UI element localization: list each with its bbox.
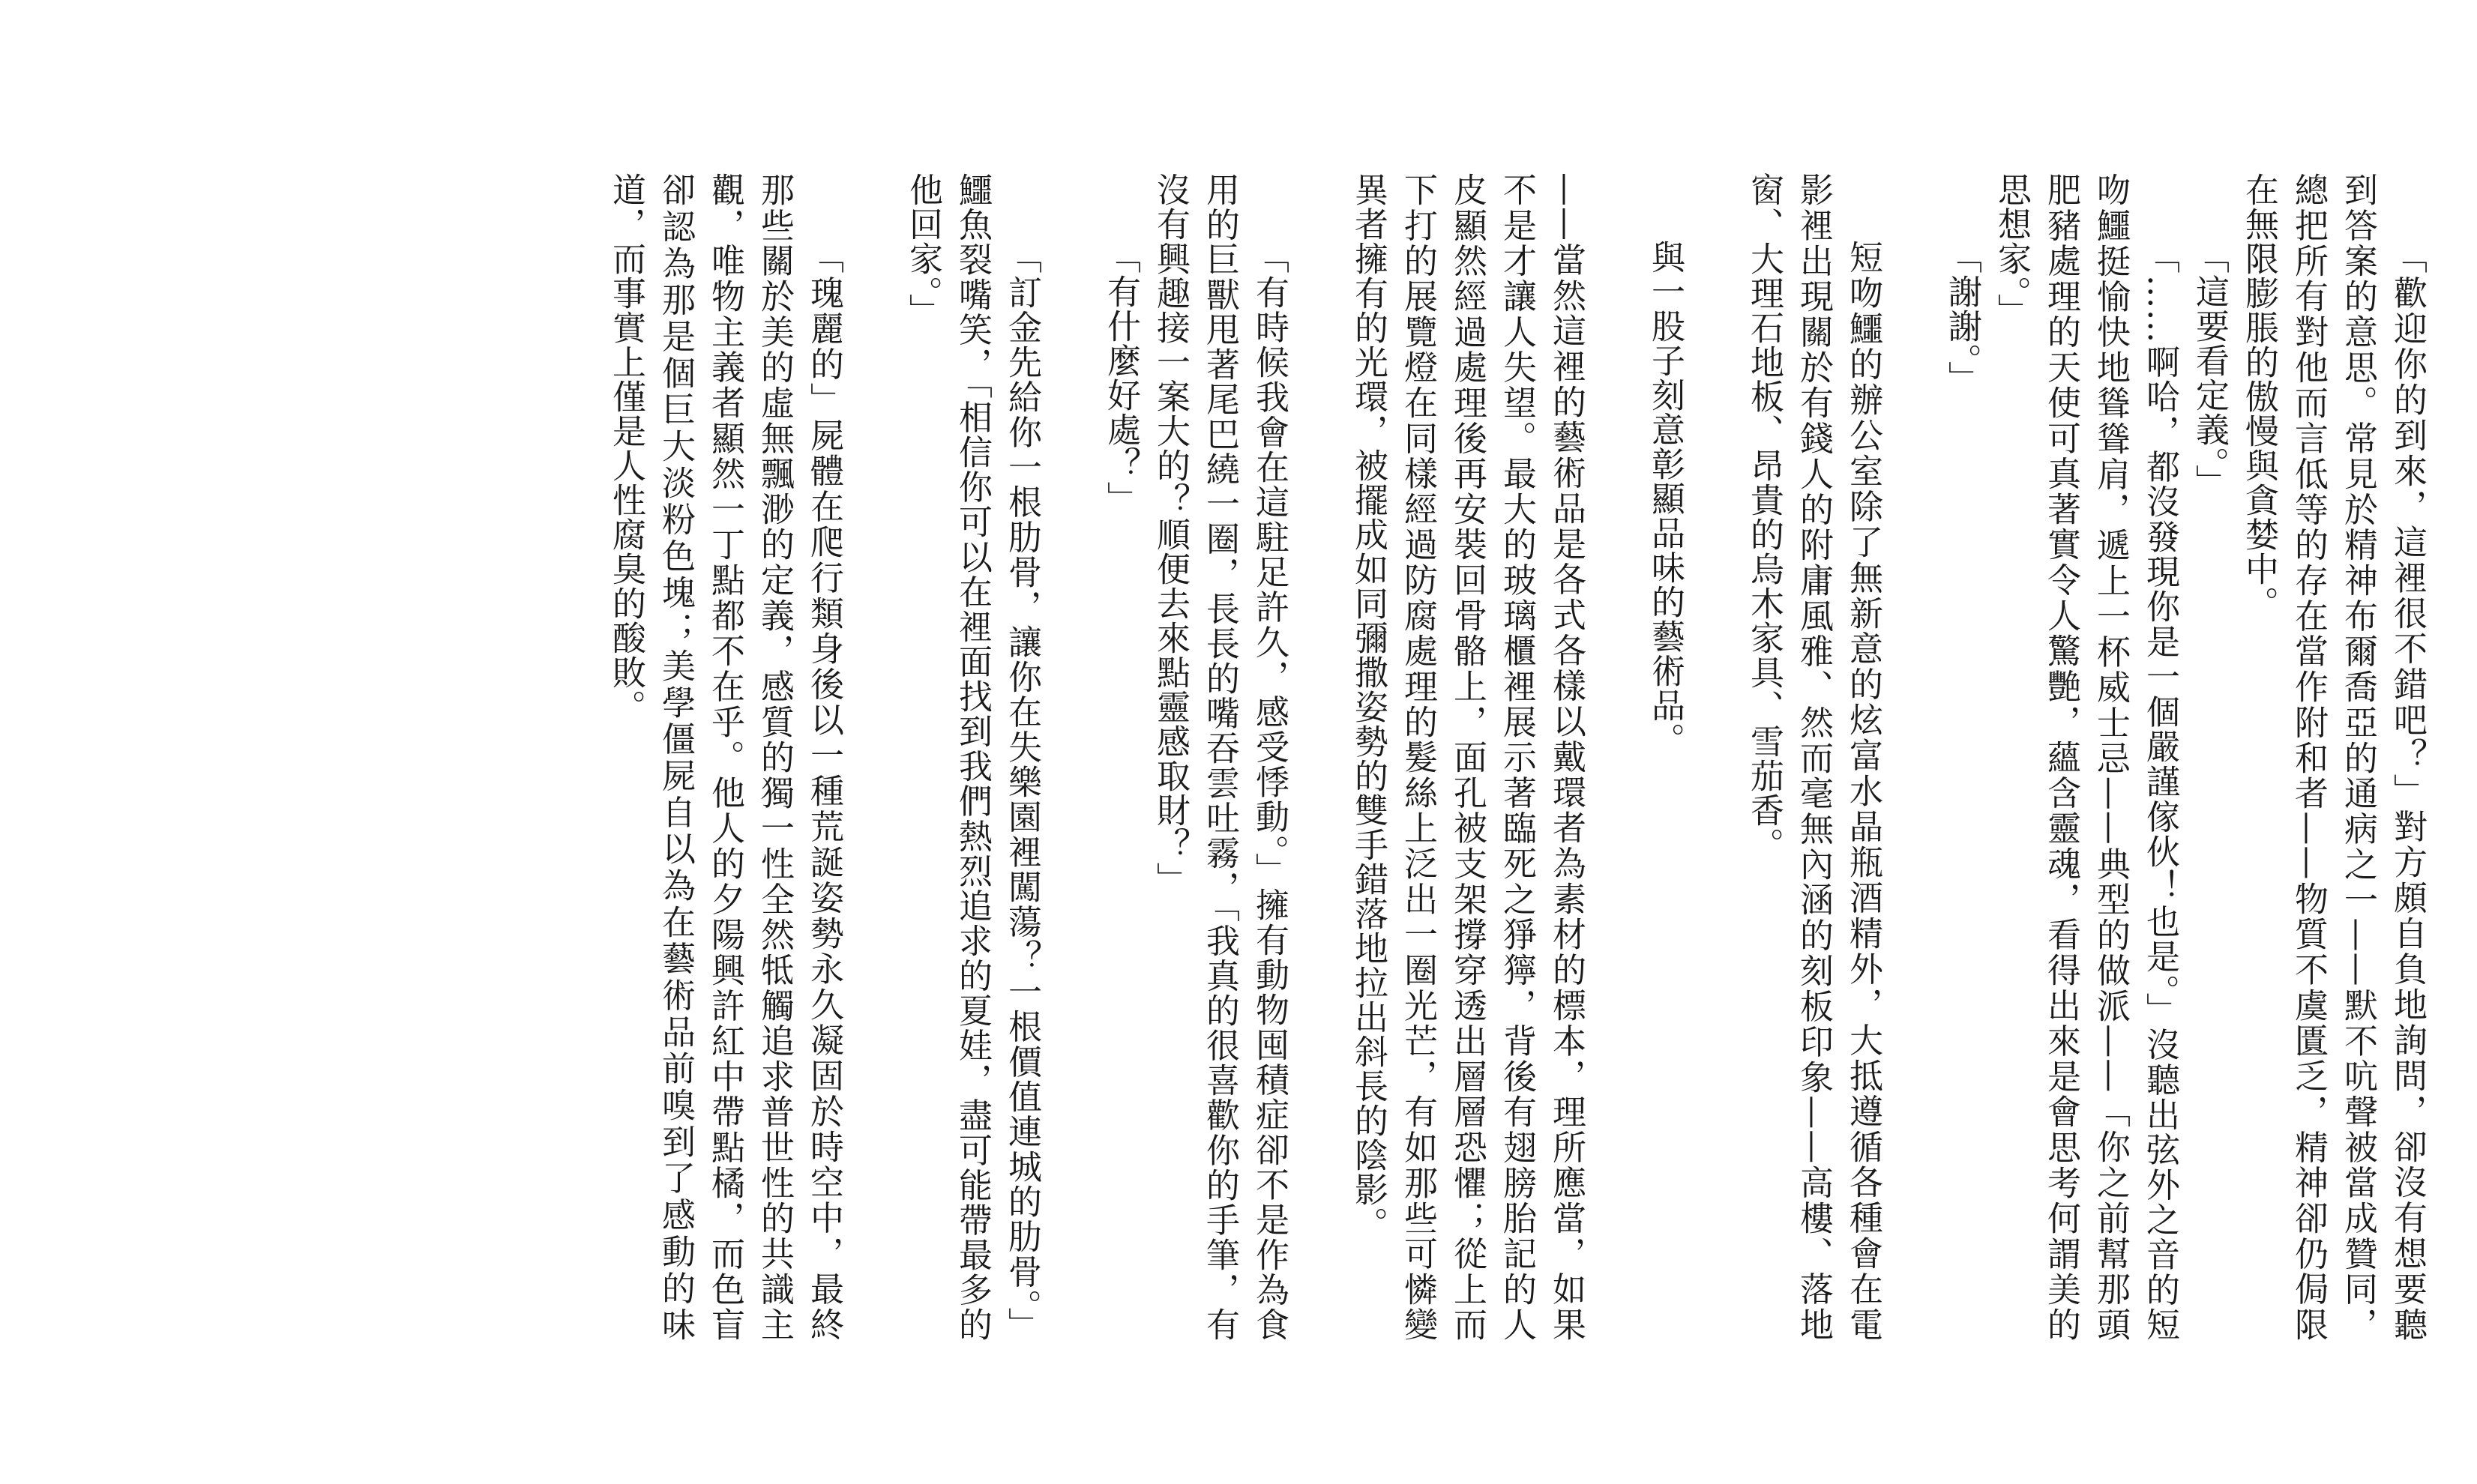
paragraph-7: ——當然這裡的藝術品是各式各樣以戴環者為素材的標本，理所應當，如果不是才讓人失望。最大的玻璃櫃裡展示著臨死之猙獰，背後有翅膀胎記的人皮顯然經過處理後再安裝回骨骼上，面孔被支架撐穿透出層層恐懼；從上而下打的展覽燈在同樣經過防腐處理的髮絲上泛出一圈光芒，有如那些可憐變異者擁有的光環，被擺成如同彌撒姿勢的雙手錯落地拉出斜長的陰影。 <box>1349 172 1586 1342</box>
paragraph-gap <box>1591 172 1640 1342</box>
paragraph-gap <box>1047 172 1096 1342</box>
paragraph-gap <box>849 172 898 1342</box>
paragraph-6: 與一股子刻意彰顯品味的藝術品。 <box>1646 240 1685 757</box>
paragraph-gap <box>1888 172 1937 1342</box>
paragraph-gap <box>1294 172 1343 1342</box>
paragraph-2: 「這要看定義。」 <box>2190 240 2230 499</box>
paragraph-8: 「有時候我會在這駐足許久，感受悸動。」擁有動物囤積症卻不是作為食用的巨獸甩著尾巴繞一圈，長長的嘴吞雲吐霧，「我真的很喜歡你的手筆，有沒有興趣接一案大的？順便去來點靈感取財？」 <box>1151 172 1289 1342</box>
paragraph-gap <box>1690 172 1739 1342</box>
paragraph-10: 「訂金先給你一根肋骨，讓你在失樂園裡闖蕩？一根價值連城的肋骨。」鱷魚裂嘴笑，「相信你可以在裡面找到我們熱烈追求的夏娃，盡可能帶最多的他回家。」 <box>903 172 1042 1342</box>
paragraph-4: 「謝謝。」 <box>1942 240 1982 396</box>
paragraph-5: 短吻鱷的辦公室除了無新意的炫富水晶瓶酒精外，大抵遵循各種會在電影裡出現關於有錢人的附庸風雅、然而毫無內涵的刻板印象——高樓、落地窗、大理石地板、昂貴的烏木家具、雪茄香。 <box>1745 172 1883 1342</box>
paragraph-1: 「歡迎你的到來，這裡很不錯吧？」對方頗自負地詢問，卻沒有想要聽到答案的意思。常見於精神布爾喬亞的通病之一——默不吭聲被當成贊同，總把所有對他而言低等的存在當作附和者——物質不虞匱乏，精神卻仍侷限在無限膨脹的傲慢與貪婪中。 <box>2239 172 2428 1342</box>
paragraph-11: 「瑰麗的」屍體在爬行類身後以一種荒誕姿勢永久凝固於時空中，最終那些關於美的虛無飄渺的定義，感質的獨一性全然牴觸追求普世性的共識主觀，唯物主義者顯然一丁點都不在乎。他人的夕陽興許紅中帶點橘，而色盲卻認為那是個巨大淡粉色塊；美學僵屍自以為在藝術品前嗅到了感動的味道，而事實上僅是人性腐臭的酸敗。 <box>607 172 844 1342</box>
paragraph-9: 「有什麼好處？」 <box>1101 240 1141 516</box>
vertical-text-body <box>48 172 2432 1342</box>
paragraph-3: 「……啊哈，都沒發現你是一個嚴謹傢伙！也是。」沒聽出弦外之音的短吻鱷挺愉快地聳聳肩，遞上一杯威士忌——典型的做派——「你之前幫那頭肥豬處理的天使可真著實令人驚艷，蘊含靈魂，看得出來是會思考何謂美的思想家。」 <box>1992 172 2180 1342</box>
